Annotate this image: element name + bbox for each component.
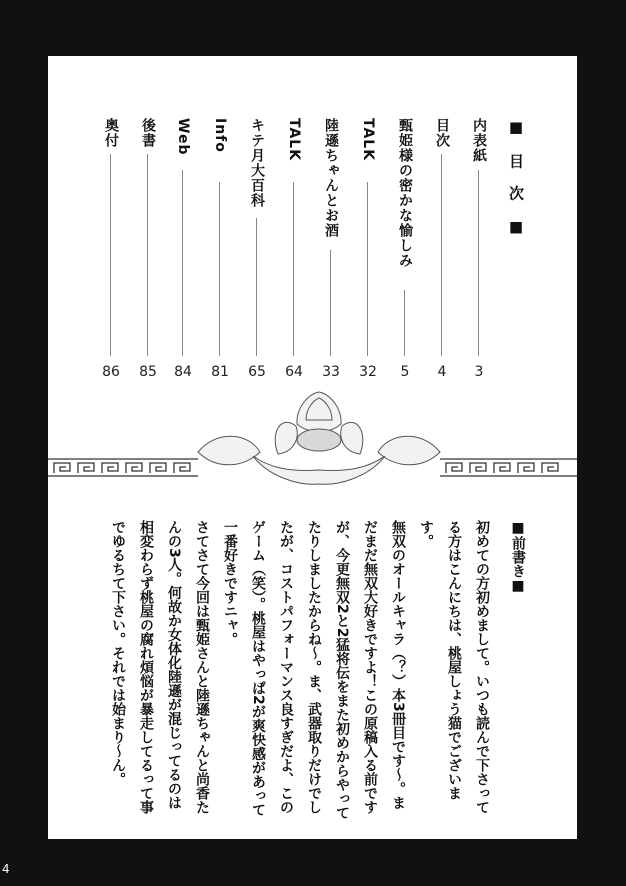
toc-leader-line	[367, 182, 368, 356]
toc-leader-line	[441, 154, 442, 356]
toc-entry	[207, 118, 233, 380]
fret-border-right	[440, 459, 577, 476]
toc-entry-label: Web	[175, 118, 191, 156]
toc-entry-label: TALK	[286, 118, 302, 162]
toc-leader-line	[293, 182, 294, 356]
toc-entry-label: TALK	[360, 118, 376, 162]
toc-leader-line	[404, 290, 405, 356]
toc-entry-label: キテ月大百科	[249, 118, 265, 208]
toc-leader-line	[478, 170, 479, 356]
toc-entry-page: 64	[285, 364, 303, 380]
page-number: 4	[2, 862, 10, 876]
toc-entry	[318, 118, 344, 380]
toc-entry	[135, 118, 161, 380]
toc-entry-page: 3	[474, 364, 484, 380]
toc-entry-page: 4	[437, 364, 447, 380]
toc-entry-label: 甄姫様の密かな愉しみ	[397, 118, 413, 268]
toc-leader-line	[110, 154, 111, 356]
fret-border-left	[48, 459, 198, 476]
toc-leader-line	[147, 154, 148, 356]
toc-entry-page: 84	[174, 364, 192, 380]
toc-leader-line	[219, 182, 220, 356]
toc-entry-label: Info	[212, 118, 228, 153]
toc-entry	[170, 118, 196, 380]
preface-body	[100, 520, 496, 820]
toc-entry	[466, 118, 492, 380]
toc-entry	[392, 118, 418, 380]
toc-entry-page: 33	[322, 364, 340, 380]
toc-entry-page: 65	[248, 364, 266, 380]
toc-entry-label: 奥付	[103, 118, 119, 148]
toc-entry	[429, 118, 455, 380]
toc-entry-label: 後書	[140, 118, 156, 148]
toc-entry-label: 目次	[434, 118, 450, 148]
toc-entry-page: 81	[211, 364, 229, 380]
preface-paragraph: 初めての方初めまして。いつも読んで下さってる方はこんにちは、桃屋しょう猫でございます。	[418, 520, 490, 814]
lotus-ornament	[48, 390, 577, 500]
preface-heading: ■前書き■	[510, 520, 526, 594]
toc-leader-line	[182, 170, 183, 356]
toc-leader-line	[256, 218, 257, 356]
toc-entry-page: 86	[102, 364, 120, 380]
preface-paragraph: 無双のオールキャラ（？）本3冊目です〜。まだまだ無双大好きですよ！この原稿入る前ですが、今更無双2と2猛将伝をまた初めからやってたりしましたからね〜。ま、武器取りだけでしたが、コストパフォーマンス良すぎだよ、このゲーム（笑）。桃屋はやっぱ2が爽快感があって一番好きですニャ。	[222, 520, 406, 820]
lotus-flower	[198, 392, 440, 484]
toc-entry	[281, 118, 307, 380]
toc-entry-page: 5	[400, 364, 410, 380]
toc-entry	[244, 118, 270, 380]
preface-paragraph: さてさて今回は甄姫さんと陸遜ちゃんと尚香たんの3人。何故か女体化陸遜が混じってるのは相変わらず桃屋の腐れ煩悩が暴走してるって事でゆるちて下さい。それでは始まり〜ん。	[110, 520, 210, 814]
toc-entry-page: 85	[139, 364, 157, 380]
toc-entry-page: 32	[359, 364, 377, 380]
toc-entry	[98, 118, 124, 380]
toc-entry	[355, 118, 381, 380]
toc-entry-label: 内表紙	[471, 118, 487, 163]
toc-leader-line	[330, 250, 331, 356]
toc-heading: ■ 目 次 ■	[507, 118, 525, 242]
toc-entry-label: 陸遜ちゃんとお酒	[323, 118, 339, 238]
